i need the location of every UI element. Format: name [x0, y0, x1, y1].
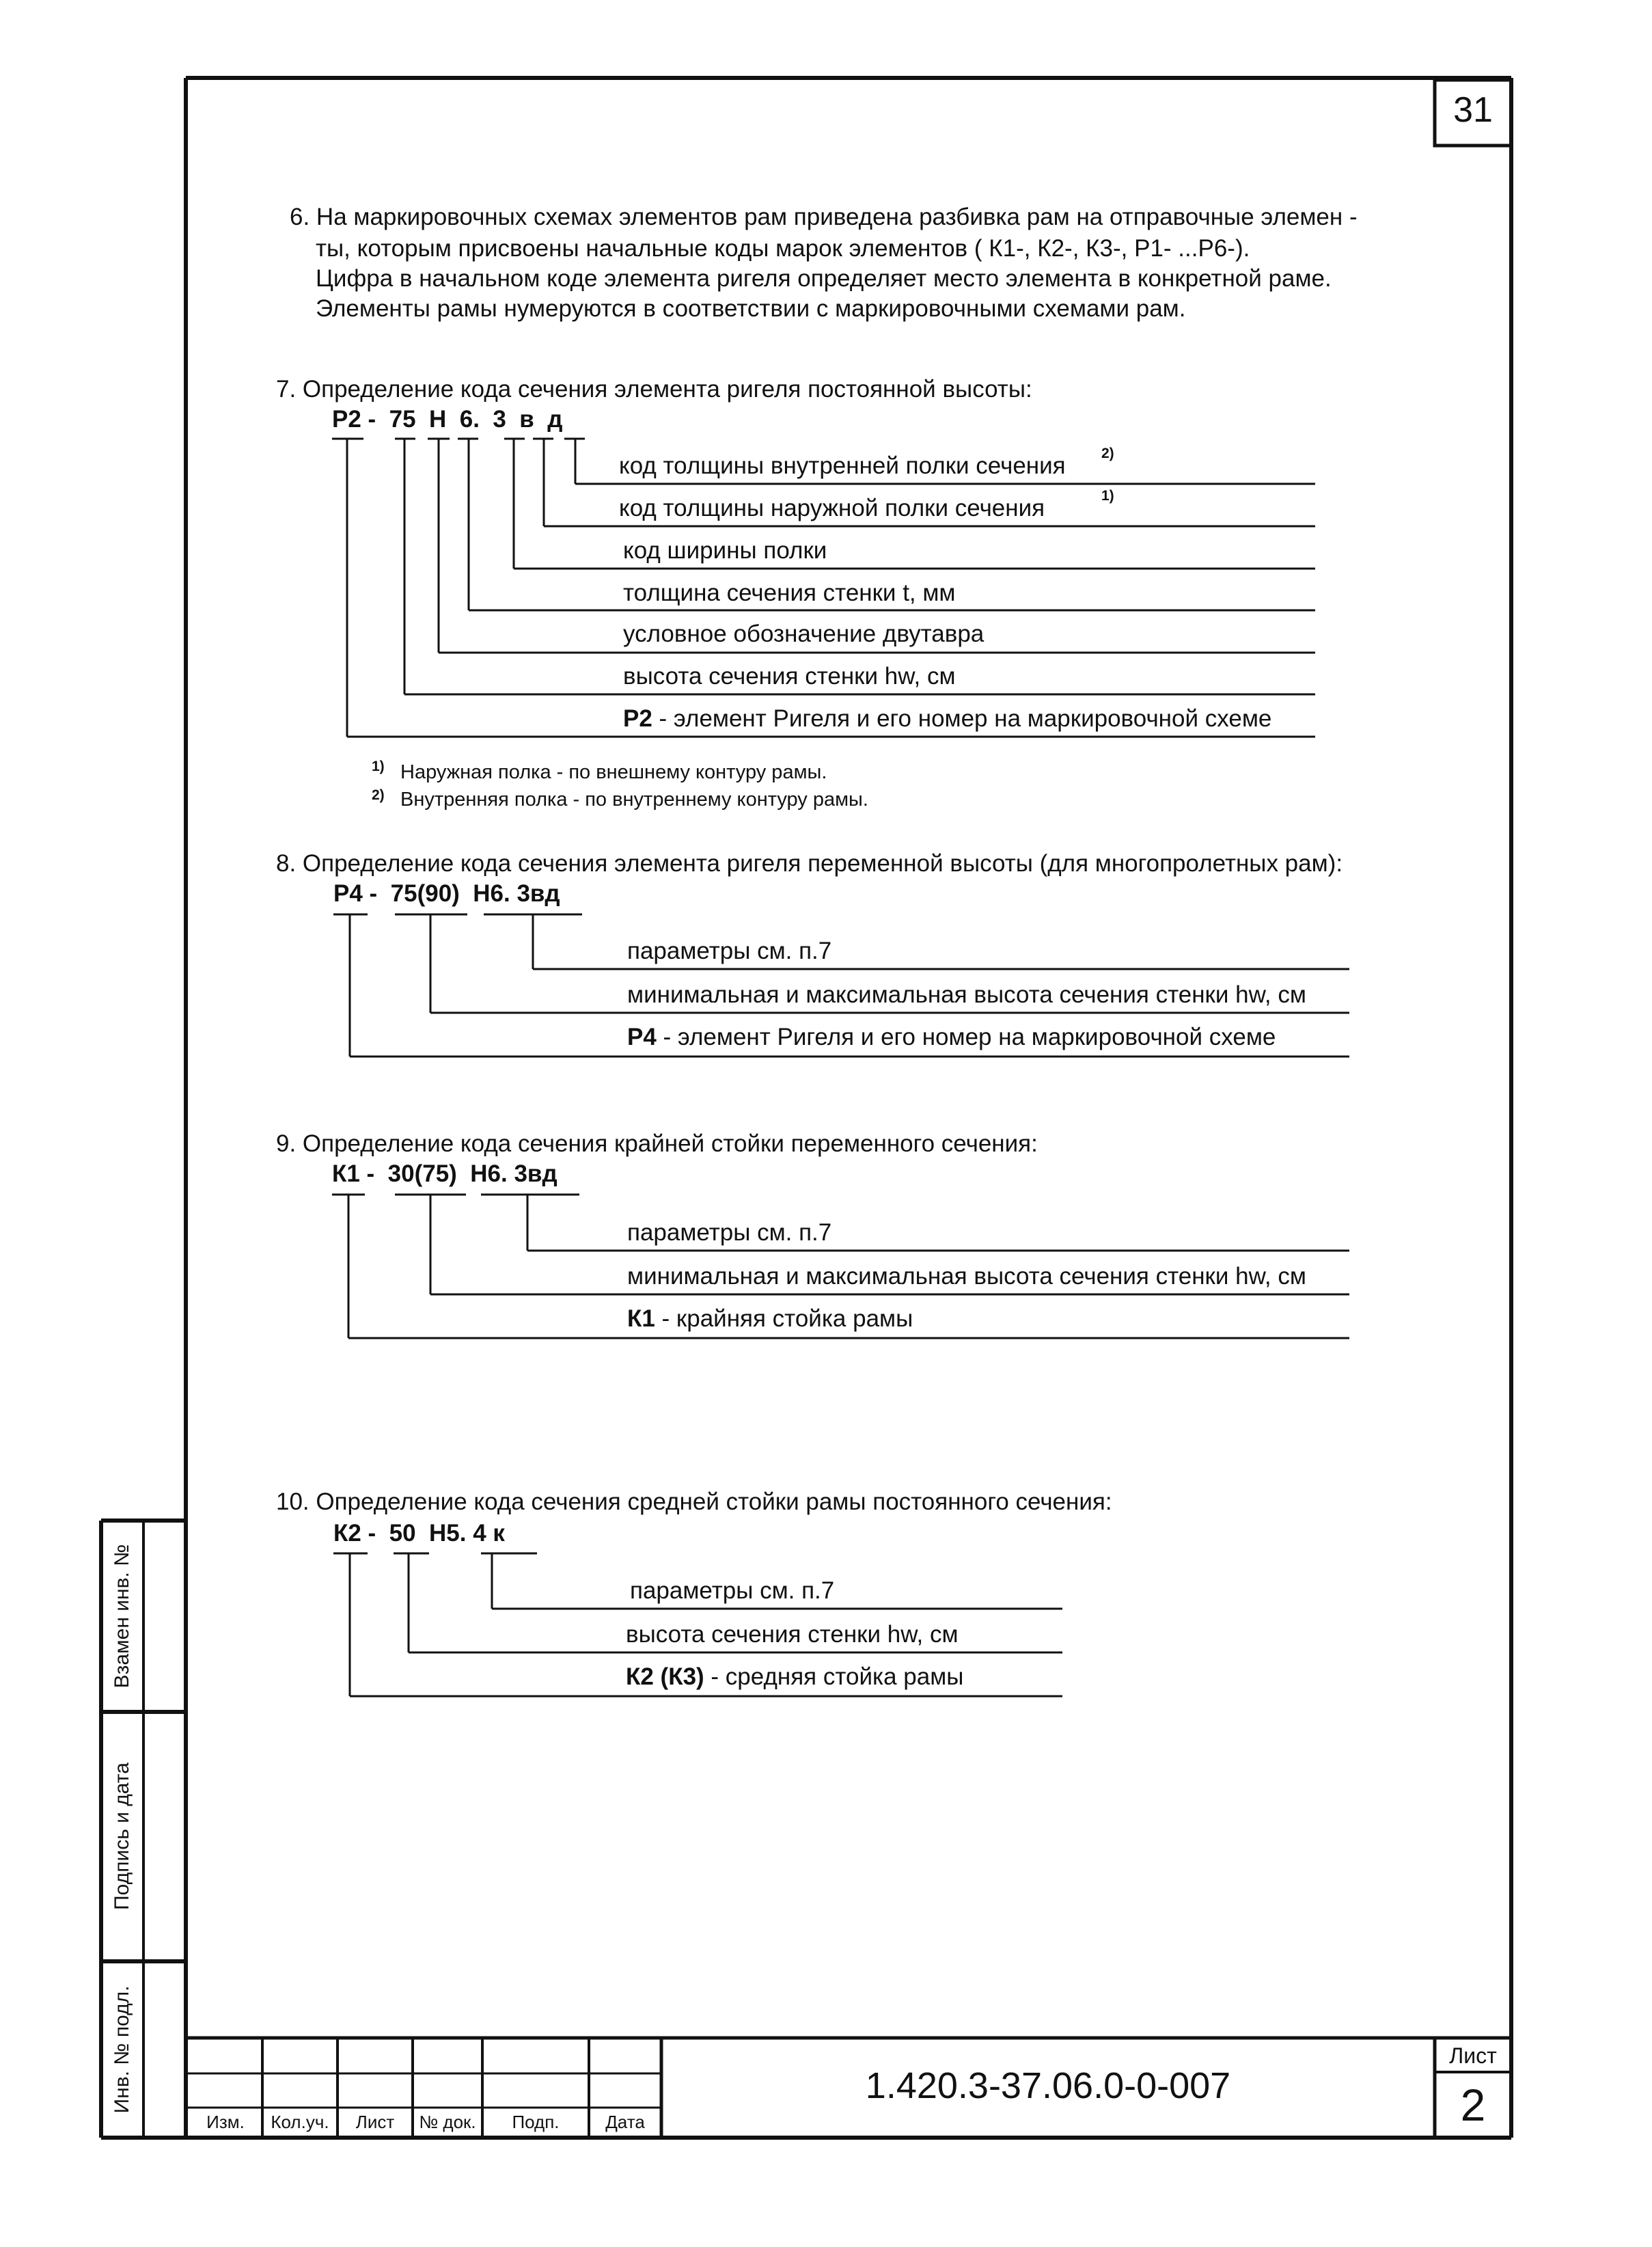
tb-header-podp: Подп.	[512, 2112, 560, 2132]
sec8-item-2: минимальная и максимальная высота сечения стенки hw, см	[627, 981, 1306, 1008]
sec10-item-3-code: К2 (К3)	[626, 1663, 704, 1690]
sec6-line3: Цифра в начальном коде элемента ригеля определяет место элемента в конкретной раме.	[316, 265, 1332, 292]
sec7-foot1-mark: 1)	[372, 759, 385, 774]
sec7-foot2: Внутренняя полка - по внутреннему контуру рамы.	[400, 789, 868, 811]
sec7-code: Р2 - 75 Н 6. 3 в д	[332, 406, 563, 433]
sec10-code: К2 - 50 Н5. 4 к	[333, 1520, 505, 1547]
sec7-item-2: код толщины наружной полки сечения	[619, 495, 1045, 521]
sec8-item-3-text: - элемент Ригеля и его номер на маркировочной схеме	[656, 1024, 1276, 1050]
sec8-code: Р4 - 75(90) Н6. 3вд	[333, 880, 560, 907]
sec7-item-6: высота сечения стенки hw, см	[623, 663, 956, 690]
sec7-sup-2: 1)	[1101, 488, 1114, 504]
sec8-item-3-code: Р4	[627, 1024, 657, 1050]
sec7-item-7	[623, 704, 1271, 734]
document-code: 1.420.3-37.06.0-0-007	[865, 2065, 1231, 2106]
stamp-podpis-label: Подпись и дата	[111, 1762, 133, 1910]
tb-header-izm: Изм.	[206, 2112, 245, 2132]
sec6-line4: Элементы рамы нумеруются в соответствии с маркировочными схемами рам.	[316, 295, 1186, 322]
sec7-title: 7. Определение кода сечения элемента ригеля постоянной высоты:	[276, 376, 1032, 403]
sec10-item-1: параметры см. п.7	[630, 1577, 835, 1604]
sec7-foot1: Наружная полка - по внешнему контуру рамы.	[400, 761, 827, 783]
tb-header-kol: Кол.уч.	[271, 2112, 329, 2132]
list-label: Лист	[1449, 2043, 1497, 2068]
sec8-item-1: параметры см. п.7	[627, 938, 832, 964]
sheet-number-top: 31	[1453, 90, 1493, 130]
sec9-item-1: параметры см. п.7	[627, 1219, 832, 1246]
tb-header-data: Дата	[605, 2112, 645, 2132]
sec10-item-2: высота сечения стенки hw, см	[626, 1621, 959, 1648]
sec7-item-7-code: Р2	[623, 705, 652, 732]
sec7-item-3: код ширины полки	[623, 537, 827, 564]
sec7-item-1: код толщины внутренней полки сечения	[619, 452, 1066, 479]
stamp-inv-label: Инв. № подл.	[111, 1985, 133, 2114]
sec8-item-3	[627, 1022, 1276, 1052]
tb-header-list: Лист	[355, 2112, 395, 2132]
sec9-item-2: минимальная и максимальная высота сечения стенки hw, см	[627, 1263, 1306, 1290]
tb-header-ndok: № док.	[419, 2112, 476, 2132]
sec6-line1: 6. На маркировочных схемах элементов рам приведена разбивка рам на отправочные элемен -	[290, 204, 1358, 230]
sec9-item-3	[627, 1304, 913, 1334]
sec7-item-7-text: - элемент Ригеля и его номер на маркировочной схеме	[659, 705, 1272, 732]
list-number: 2	[1460, 2080, 1486, 2130]
sec7-item-4: толщина сечения стенки t, мм	[623, 580, 956, 606]
sec9-title: 9. Определение кода сечения крайней стойки переменного сечения:	[276, 1130, 1038, 1157]
sec10-item-3-text: - средняя стойка рамы	[704, 1663, 964, 1690]
sec10-item-3	[626, 1662, 963, 1692]
stamp-vzamen-label: Взамен инв. №	[111, 1544, 133, 1689]
sec9-item-3-code: К1	[627, 1305, 655, 1332]
sec9-item-3-text: - крайняя стойка рамы	[655, 1305, 913, 1332]
sec7-item-5: условное обозначение двутавра	[623, 621, 985, 647]
sec9-code: К1 - 30(75) Н6. 3вд	[332, 1160, 557, 1187]
sec7-foot2-mark: 2)	[372, 787, 385, 803]
sec7-sup-1: 2)	[1101, 446, 1114, 461]
sec8-title: 8. Определение кода сечения элемента ригеля переменной высоты (для многопролетных рам):	[276, 850, 1343, 877]
sec10-title: 10. Определение кода сечения средней стойки рамы постоянного сечения:	[276, 1488, 1112, 1515]
sec6-line2: ты, которым присвоены начальные коды марок элементов ( К1-, К2-, К3-, Р1- ...Р6-).	[316, 235, 1250, 262]
